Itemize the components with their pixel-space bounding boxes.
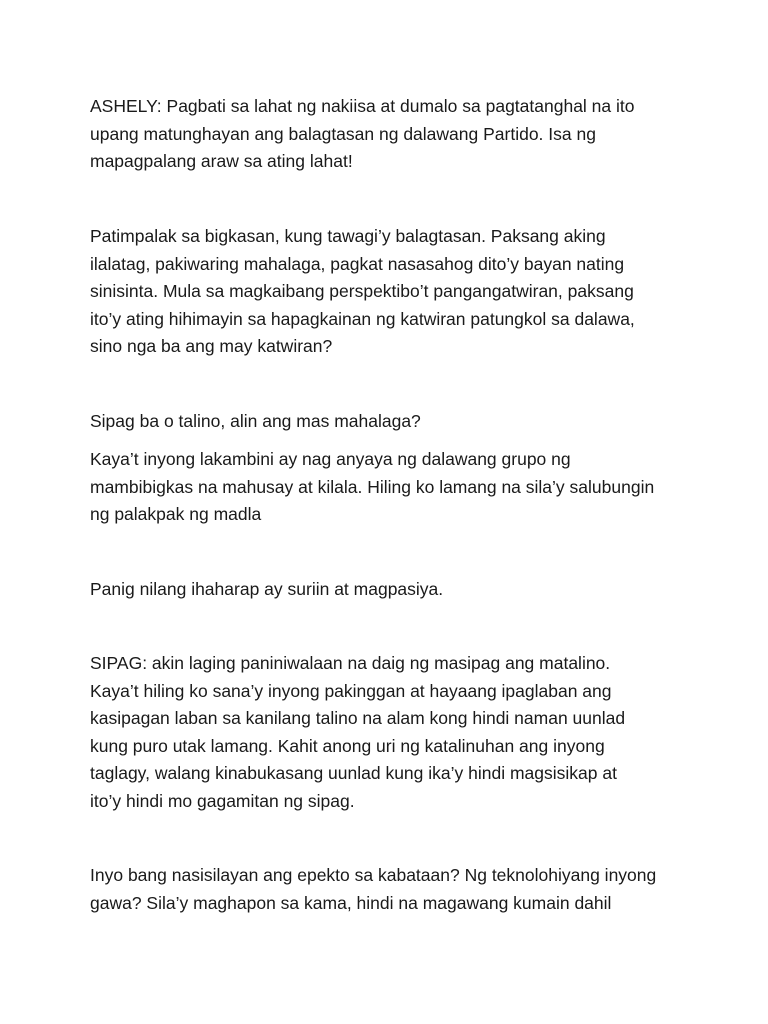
paragraph-line: kasipagan laban sa kanilang talino na alam kong hindi naman uunlad (90, 708, 626, 728)
paragraph-topic-question (90, 408, 690, 436)
paragraph-line: upang matunghayan ang balagtasan ng dalawang Partido. Isa ng (90, 123, 596, 144)
paragraph-invitation (90, 446, 690, 529)
paragraph-instruction (90, 576, 690, 604)
paragraph-sipag-argument (90, 650, 690, 815)
paragraph-line: ito’y ating hihimayin sa hapagkainan ng katwiran patungkol sa dalawa, (90, 308, 635, 329)
paragraph-line: mambibigkas na mahusay at kilala. Hiling ko lamang na sila’y salubungin (90, 476, 655, 497)
paragraph-line: sinisinta. Mula sa magkaibang perspektibo’t pangangatwiran, paksang (90, 281, 634, 301)
paragraph-line: Kaya’t hiling ko sana’y inyong pakinggan at hayaang ipaglaban ang (90, 680, 612, 701)
paragraph-line: ito’y hindi mo gagamitan ng sipag. (90, 790, 355, 811)
paragraph-line: Panig nilang ihaharap ay suriin at magpasiya. (90, 579, 444, 599)
paragraph-line: Inyo bang nasisilayan ang epekto sa kabataan? Ng teknolohiyang inyong (90, 865, 657, 885)
paragraph-line: ng palakpak ng madla (90, 504, 262, 524)
paragraph-line: Patimpalak sa bigkasan, kung tawagi’y balagtasan. Paksang aking (90, 226, 606, 246)
paragraph-technology (90, 862, 690, 917)
paragraph-line: Sipag ba o talino, alin ang mas mahalaga? (90, 411, 421, 431)
paragraph-line: taglagy, walang kinabukasang uunlad kung ika’y hindi magsisikap at (90, 763, 617, 783)
paragraph-opening (90, 93, 690, 176)
paragraph-line: ilalatag, pakiwaring mahalaga, pagkat nasasahog dito’y bayan nating (90, 253, 625, 274)
paragraph-line: kung puro utak lamang. Kahit anong uri ng katalinuhan ang inyong (90, 735, 605, 756)
paragraph-line: sino nga ba ang may katwiran? (90, 336, 333, 356)
paragraph-line: SIPAG: akin laging paniniwalaan na daig ng masipag ang matalino. (90, 653, 611, 673)
paragraph-line: ASHELY: Pagbati sa lahat ng nakiisa at dumalo sa pagtatanghal na ito (90, 96, 635, 116)
paragraph-line: Kaya’t inyong lakambini ay nag anyaya ng dalawang grupo ng (90, 449, 571, 469)
paragraph-line: mapagpalang araw sa ating lahat! (90, 151, 353, 171)
paragraph-introduction (90, 223, 690, 361)
paragraph-line: gawa? Sila’y maghapon sa kama, hindi na magawang kumain dahil (90, 892, 612, 913)
